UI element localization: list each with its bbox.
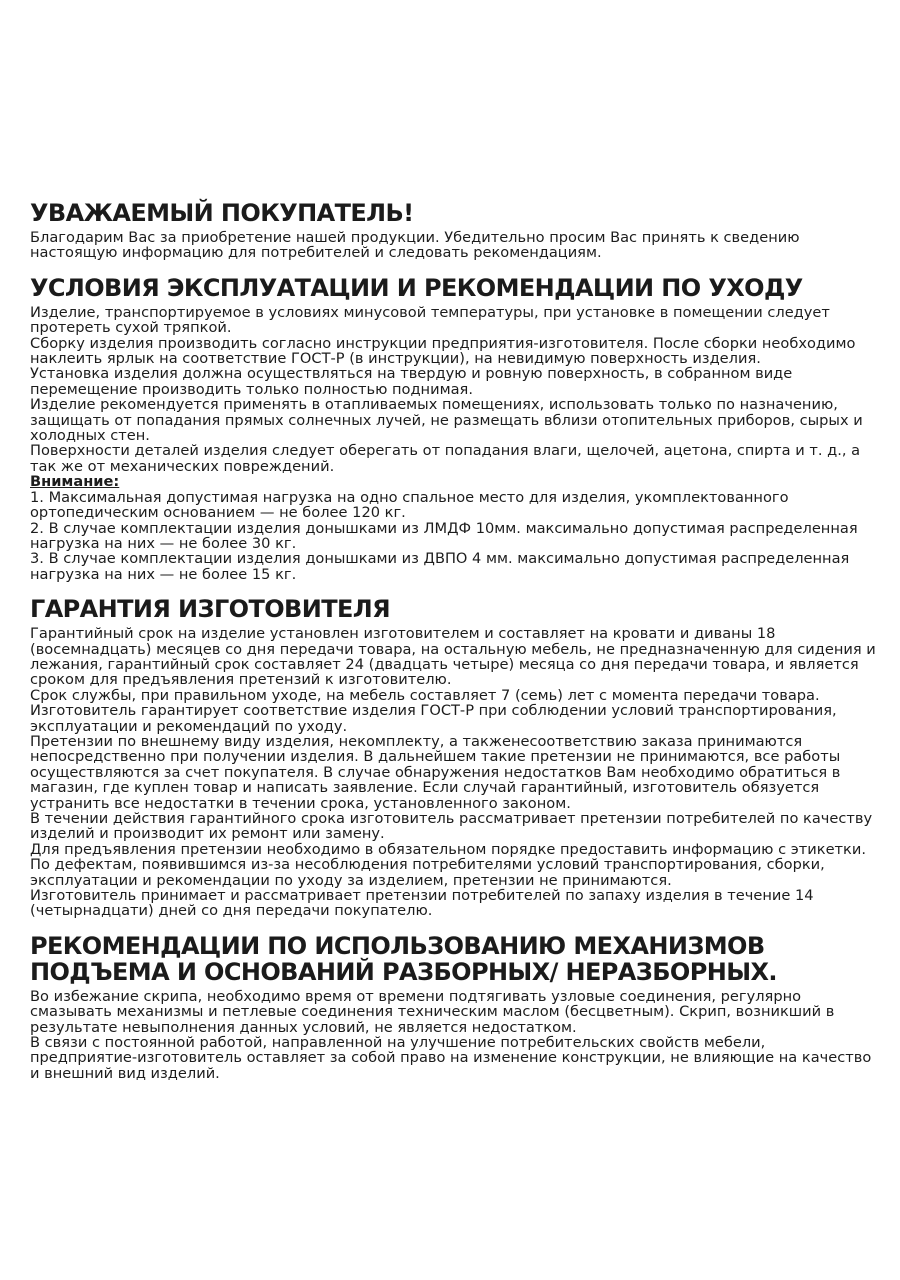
paragraph: Благодарим Вас за приобретение нашей продукции. Убедительно просим Вас принять к сведению настоящую информацию для потребителей и следовать рекомендациям. [30,229,800,262]
paragraph: Претензии по внешнему виду изделия, некомплекту, а такженесоответствию заказа принимаются непосредственно при получении изделия. В дальнейшем такие претензии не принимаются, все работы осуществляются за счет покупателя. В случае обнаружения недостатков Вам необходимо обратиться в магазин, где куплен товар и написать заявление. Если случай гарантийный, изготовитель обязуется устранить все недостатки в течении срока, установленного законом. [30,732,841,812]
paragraph: В связи с постоянной работой, направленной на улучшение потребительских свойств мебели, предприятие-изготовитель оставляет за собой право на изменение конструкции, не влияющие на качество и внешний вид изделий. [30,1034,872,1082]
paragraph: Срок службы, при правильном уходе, на мебель составляет 7 (семь) лет с момента передачи товара. [30,686,820,704]
paragraph: По дефектам, появившимся из-за несоблюдения потребителями условий транспортирования, сборки, эксплуатации и рекомендации по уходу за изделием, претензии не принимаются. [30,856,825,889]
warning-label: Внимание: [30,473,120,491]
section-manufacturer-warranty [30,596,876,919]
paragraph: В течении действия гарантийного срока изготовитель рассматривает претензии потребителей по качеству изделий и производит их ремонт или замену. [30,810,873,843]
section-heading-lift-mechanisms: РЕКОМЕНДАЦИИ ПО ИСПОЛЬЗОВАНИЮ МЕХАНИЗМОВ ПОДЪЕМА И ОСНОВАНИЙ РАЗБОРНЫХ/ НЕРАЗБОРНЫХ. [30,931,777,986]
paragraph: Изделие, транспортируемое в условиях минусовой температуры, при установке в помещении следует протереть сухой тряпкой. [30,303,830,337]
warning-item: 1. Максимальная допустимая нагрузка на одно спальное место для изделия, укомплектованного ортопедическим основанием — не более 120 кг. [30,488,789,522]
section-lift-mechanisms [30,933,876,1081]
section-heading-usage-conditions: УСЛОВИЯ ЭКСПЛУАТАЦИИ И РЕКОМЕНДАЦИИ ПО УХОДУ [30,273,803,302]
warning-item: 2. В случае комплектации изделия донышками из ЛМДФ 10мм. максимально допустимая распределенная нагрузка на них — не более 30 кг. [30,519,858,552]
paragraph: Поверхности деталей изделия следует оберегать от попадания влаги, щелочей, ацетона, спирта и т. д., а так же от механических повреждений. [30,442,861,475]
paragraph: Гарантийный срок на изделие установлен изготовителем и составляет на кровати и диваны 18 (восемнадцать) месяцев со дня передачи товара, на остальную мебель, не предназначенную для сидения и лежания, гарантийный срок составляет 24 (двадцать четыре) месяца со дня передачи товара, и является сроком для предъявления претензий к изготовителю. [30,625,876,689]
paragraph: Изготовитель принимает и рассматривает претензии потребителей по запаху изделия в течение 14 (четырнадцати) дней со дня передачи покупателю. [30,887,814,920]
paragraph: Во избежание скрипа, необходимо время от времени подтягивать узловые соединения, регулярно смазывать механизмы и петлевые соединения техническим маслом (бесцветным). Скрип, возникший в результате невыполнения данных условий, не является недостатком. [30,987,835,1036]
section-dear-customer [30,200,876,261]
paragraph: Сборку изделия производить согласно инструкции предприятия-изготовителя. После сборки необходимо наклеить ярлык на соответствие ГОСТ-Р (в инструкции), на невидимую поверхность изделия. [30,334,856,368]
warning-item: 3. В случае комплектации изделия донышками из ДВПО 4 мм. максимально допустимая распределенная нагрузка на них — не более 15 кг. [30,550,850,583]
section-heading-manufacturer-warranty: ГАРАНТИЯ ИЗГОТОВИТЕЛЯ [30,595,390,624]
paragraph: Изделие рекомендуется применять в отапливаемых помещениях, использовать только по назначению, защищать от попадания прямых солнечных лучей, не размещать вблизи отопительных приборов, сырых и холодных стен. [30,396,863,445]
paragraph: Для предъявления претензии необходимо в обязательном порядке предоставить информацию с этикетки. [30,840,866,858]
section-heading-dear-customer: УВАЖАЕМЫЙ ПОКУПАТЕЛЬ! [30,199,414,227]
paragraph: Изготовитель гарантирует соответствие изделия ГОСТ-Р при соблюдении условий транспортирования, эксплуатации и рекомендаций по уходу. [30,702,837,735]
document-body [30,200,876,1081]
section-usage-conditions [30,275,876,582]
paragraph: Установка изделия должна осуществляться на твердую и ровную поверхность, в собранном виде перемещение производить только полностью поднимая. [30,365,793,398]
